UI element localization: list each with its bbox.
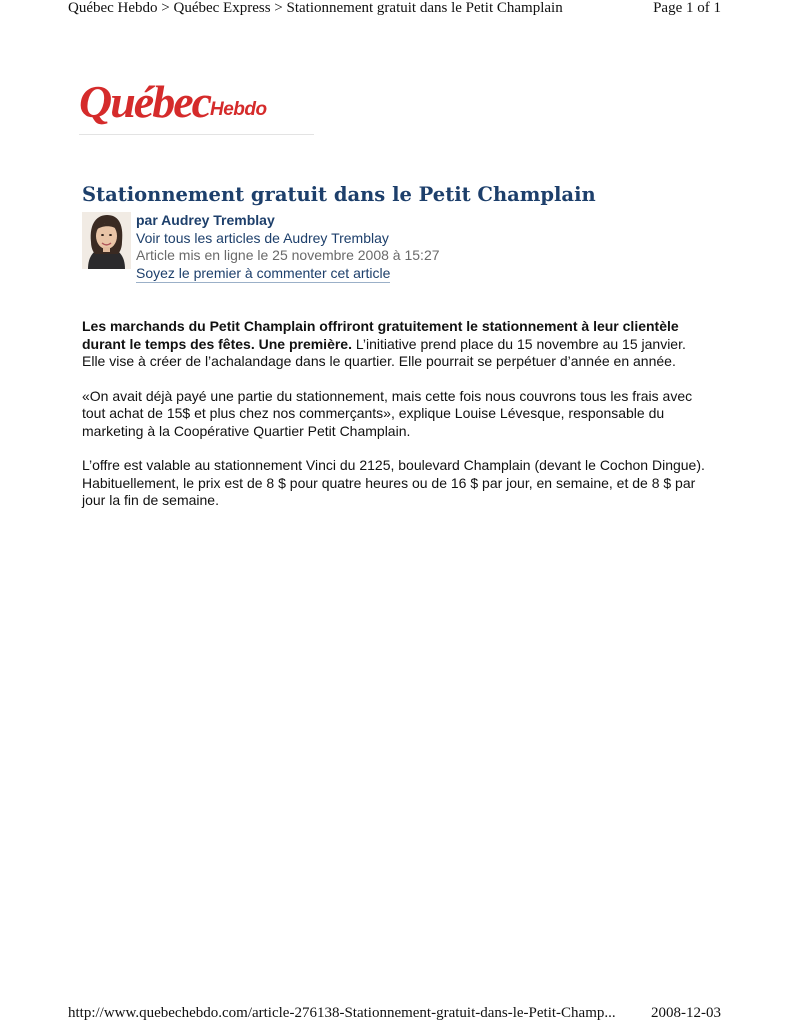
page-number: Page 1 of 1 — [653, 0, 721, 16]
print-header — [68, 0, 721, 22]
paragraph-3: L’offre est valable au stationnement Vinci du 2125, boulevard Champlain (devant le Cochon Dingue). Habituellement, le prix est de 8 $ pour quatre heures ou de 16 $ par jour, en semaine, et de 8 $ par jour la fin de semaine. — [82, 457, 705, 508]
lead-paragraph — [82, 318, 710, 371]
article-body — [82, 318, 710, 527]
logo-sub-text: Hebdo — [210, 99, 267, 120]
logo-main-text: Québec — [79, 76, 211, 127]
lead-bold: Les marchands du Petit Champlain offriront gratuitement le stationnement à leur clientèle durant le temps des fêtes. Une première. — [82, 318, 679, 352]
author-name: par Audrey Tremblay — [136, 212, 275, 228]
byline-text — [136, 212, 440, 283]
print-date: 2008-12-03 — [651, 1005, 721, 1021]
site-logo[interactable] — [79, 76, 314, 135]
byline — [82, 212, 702, 281]
published-date: Article mis en ligne le 25 novembre 2008 à 15:27 — [136, 247, 440, 263]
author-photo — [82, 212, 131, 269]
all-articles-link[interactable]: Voir tous les articles de Audrey Tremblay — [136, 229, 389, 246]
paragraph-2: «On avait déjà payé une partie du stationnement, mais cette fois nous couvrons tous les frais avec tout achat de 15$ et plus chez nos commerçants», explique Louise Lévesque, responsable du marketing à la Coopérative Quartier Petit Champlain. — [82, 387, 693, 439]
comment-link[interactable]: Soyez le premier à commenter cet article — [136, 265, 390, 284]
lead-rest: L’initiative prend place du 15 novembre au 15 janvier. Elle vise à créer de l’achalandage dans le quartier. Elle pourrait se perpétuer d’année en année. — [82, 335, 686, 369]
article-title: Stationnement gratuit dans le Petit Champlain — [82, 183, 596, 206]
breadcrumb: Québec Hebdo > Québec Express > Stationnement gratuit dans le Petit Champlain — [68, 0, 563, 16]
print-footer — [68, 1002, 721, 1022]
page-url: http://www.quebechebdo.com/article-276138-Stationnement-gratuit-dans-le-Petit-Champ... — [68, 1005, 616, 1021]
